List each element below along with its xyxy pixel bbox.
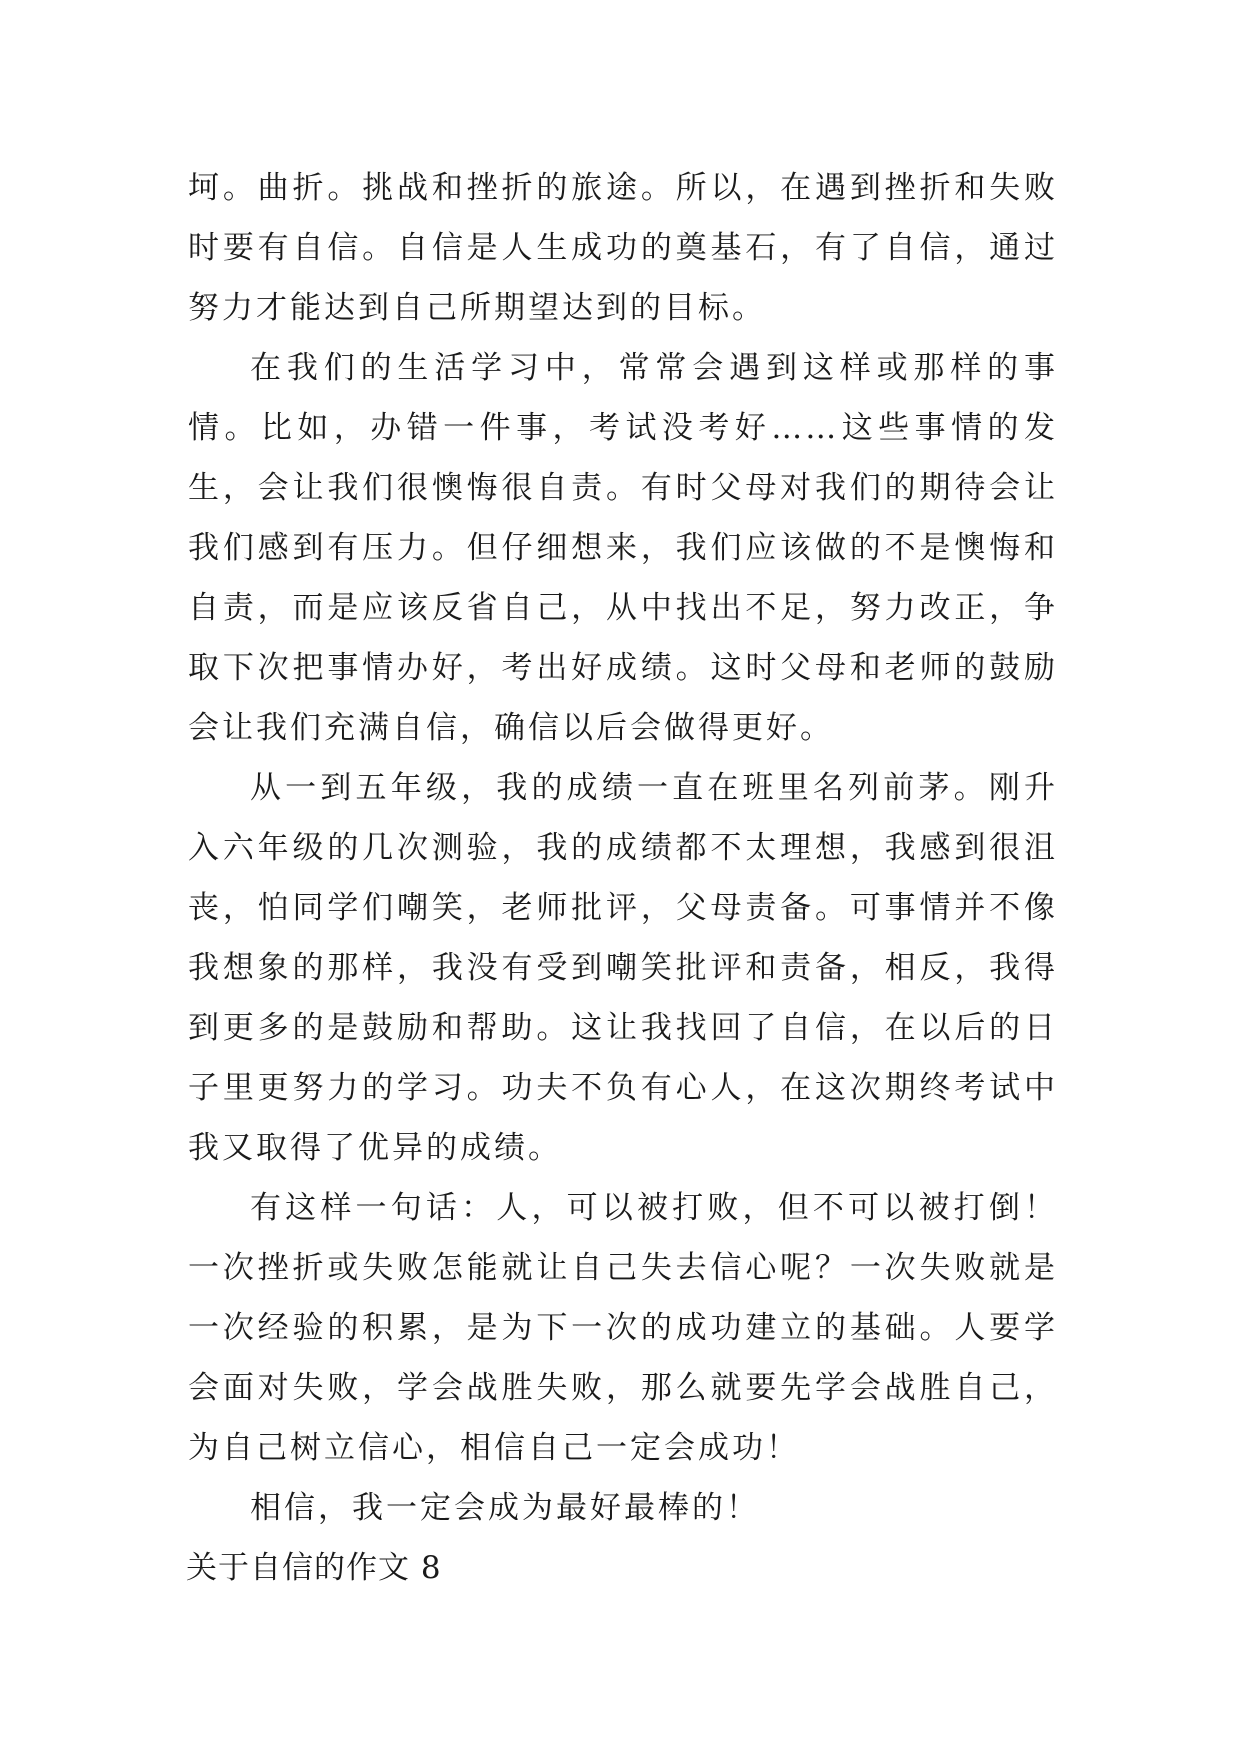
document-body — [188, 158, 1058, 1598]
essay-heading: 关于自信的作文 8 — [186, 1550, 442, 1586]
paragraph-quote: 有这样一句话：人，可以被打败，但不可以被打倒！一次挫折或失败怎能就让自己失去信心呢？一次失败就是一次经验的积累，是为下一次的成功建立的基础。人要学会面对失败，学会战胜失败，那么就要先学会战胜自己，为自己树立信心，相信自己一定会成功！ — [188, 1190, 1058, 1466]
paragraph-conclusion: 相信，我一定会成为最好最棒的！ — [250, 1490, 760, 1526]
paragraph-life-study: 在我们的生活学习中，常常会遇到这样或那样的事情。比如，办错一件事，考试没考好……这些事情的发生，会让我们很懊悔很自责。有时父母对我们的期待会让我们感到有压力。但仔细想来，我们应该做的不是懊悔和自责，而是应该反省自己，从中找出不足，努力改正，争取下次把事情办好，考出好成绩。这时父母和老师的鼓励会让我们充满自信，确信以后会做得更好。 — [188, 350, 1058, 746]
paragraph-continuation: 坷。曲折。挑战和挫折的旅途。所以，在遇到挫折和失败时要有自信。自信是人生成功的奠基石，有了自信，通过努力才能达到自己所期望达到的目标。 — [188, 170, 1058, 326]
paragraph-grades: 从一到五年级，我的成绩一直在班里名列前茅。刚升入六年级的几次测验，我的成绩都不太理想，我感到很沮丧，怕同学们嘲笑，老师批评，父母责备。可事情并不像我想象的那样，我没有受到嘲笑批评和责备，相反，我得到更多的是鼓励和帮助。这让我找回了自信，在以后的日子里更努力的学习。功夫不负有心人，在这次期终考试中我又取得了优异的成绩。 — [188, 770, 1058, 1166]
